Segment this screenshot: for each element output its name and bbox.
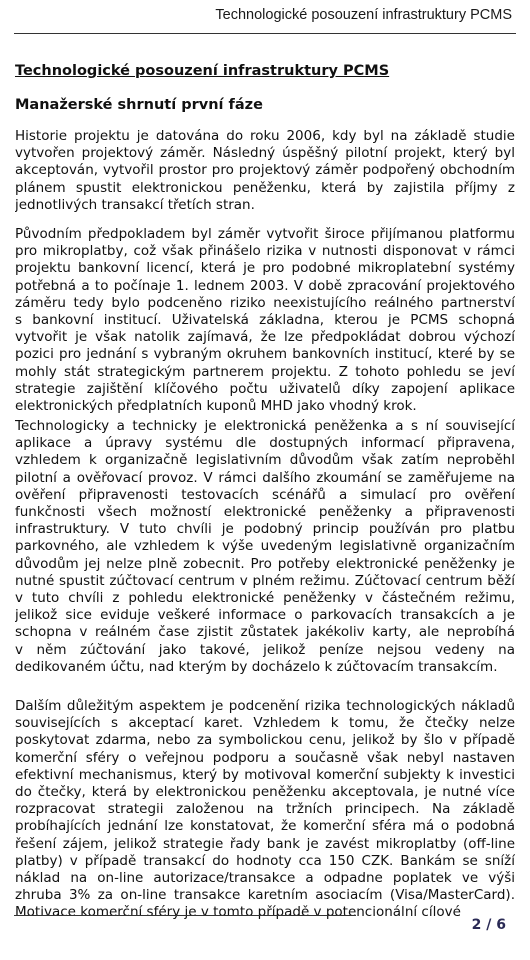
text-line: vytvořit je však natolik zajímavá, že lze předpokládat dobrou výchozí [15, 329, 515, 346]
text-line: efektivní mechanismus, který by motivoval komerční subjekty k investici [15, 766, 515, 783]
text-line: jelikož sice eviduje veškeré informace o parkovacích transakcích a je [15, 607, 515, 624]
text-line: dedikovaném účtu, nad kterým by docházelo k zúčtovacím transakcím. [15, 658, 498, 675]
paragraph-original-assumption [15, 226, 515, 415]
section-heading: Manažerské shrnutí první fáze [15, 97, 263, 113]
text-line: s bankovní institucí. Uživatelská základna, kterou je PCMS schopná [15, 312, 515, 329]
text-line: nutné spustit zúčtovací centrum v plném režimu. Zúčtovací centrum běží [15, 572, 515, 589]
text-line: plánem spustit elektronickou peněženku, která by zajistila příjmy z [15, 179, 515, 196]
text-line: elektronických předplatních kuponů MHD jako vhodný krok. [15, 398, 417, 415]
text-line: Dalším důležitým aspektem je podcenění rizika technologických nákladů [15, 698, 515, 714]
text-line: parkovného, ale vzhledem k výše uvedeným legislativně organizačním [15, 538, 515, 555]
text-line: řešení zájem, jelikož strategie řady bank je zavést mikroplatby (off-line [15, 835, 515, 852]
text-line: ověření připravenosti testovacích scénářů a simulací pro ověření [15, 486, 515, 503]
running-header: Technologické posouzení infrastruktury PCMS [215, 7, 512, 23]
text-line: souvisejících s akceptací karet. Vzhledem k tomu, že čtečky nelze [15, 715, 515, 732]
text-line: projektu bankovní licencí, která je pro podobné mikroplatební systémy [15, 260, 515, 277]
text-line: schopna v reálném čase zjistit zůstatek jakékoliv karty, ale neprobíhá [15, 624, 515, 641]
text-line: Původním předpokladem byl záměr vytvořit široce přijímanou platformu [15, 226, 515, 242]
text-line: náklad na on-line autorizace/transakce a odpadne poplatek ve výši [15, 870, 515, 887]
text-line: strategie zajištění klíčového počtu uživatelů díky zapojení aplikace [15, 380, 515, 397]
footer-divider [14, 915, 356, 916]
text-line: v něm zúčtování jako takové, jelikož peníze nejsou vedeny na [15, 641, 515, 658]
text-line: pro mikroplatby, což však přinášelo rizika v nutnosti disponovat v rámci [15, 243, 515, 260]
text-line: aplikace a úpravy systému dle dostupných informací připravena, [15, 435, 515, 452]
text-line: jednotlivých transakcí třetích stran. [15, 196, 255, 213]
text-line: Technologicky a technicky je elektronická peněženka a s ní související [15, 418, 515, 434]
text-line: potřebná a to počínaje 1. lednem 2003. V době zpracování projektového [15, 277, 515, 294]
text-line: mohly stát strategickým partnerem projektu. Z tohoto pohledu se jeví [15, 363, 515, 380]
paragraph-history [15, 128, 515, 214]
text-line: do čtečky, která by elektronickou peněženku akceptovala, je nutné více [15, 784, 515, 801]
text-line: pozici pro jednání s vybraným okruhem bankovních institucí, které by se [15, 346, 515, 363]
text-line: vzhledem k organizačně legislativním důvodům však zatím neproběhl [15, 452, 515, 469]
page-number: 2 / 6 [471, 917, 506, 933]
text-line: Historie projektu je datována do roku 2006, kdy byl na základě studie [15, 128, 515, 144]
paragraph-acceptance-costs [15, 698, 515, 922]
text-line: Motivace komerční sféry je v tomto případě v potencionální cílové [15, 904, 461, 921]
text-line: rozpracovat strategii založenou na tržních principech. Na základě [15, 801, 515, 818]
text-line: vytvořen projektový záměr. Následný úspěšný pilotní projekt, který byl [15, 145, 515, 162]
text-line: v tuto chvíli z pohledu elektronické peněženky v částečném režimu, [15, 590, 515, 607]
text-line: poskytovat zdarma, nebo za symbolickou cenu, jelikož by šlo v případě [15, 732, 515, 749]
paragraph-technology-readiness [15, 418, 515, 676]
header-divider [14, 33, 516, 34]
text-line: infrastruktury. V tuto chvíli je podobný princip používán pro platbu [15, 521, 515, 538]
text-line: funkčnosti všech možností elektronické peněženky a připravenosti [15, 504, 515, 521]
text-line: zhruba 3% za on-line transakce karetním asociacím (Visa/MasterCard). [15, 887, 515, 904]
text-line: komerční sféry o veřejnou podporu a současně však nebyl nastaven [15, 749, 515, 766]
text-line: platby) v případě transakcí do hodnoty cca 150 CZK. Bankám se sníží [15, 852, 515, 869]
text-line: akceptován, vytvořil prostor pro projektový záměr podpořený obchodním [15, 162, 515, 179]
text-line: důvodům jej nelze plně zobecnit. Pro potřeby elektronické peněženky je [15, 555, 515, 572]
text-line: probíhajících jednání lze konstatovat, že komerční sféra má o podobná [15, 818, 515, 835]
text-line: pilotní a ověřovací provoz. V rámci dalšího zkoumání se zaměřujeme na [15, 469, 515, 486]
document-title: Technologické posouzení infrastruktury PCMS [15, 63, 390, 79]
text-line: záměru tedy bylo podceněno riziko neexistujícího reálného partnerství [15, 294, 515, 311]
